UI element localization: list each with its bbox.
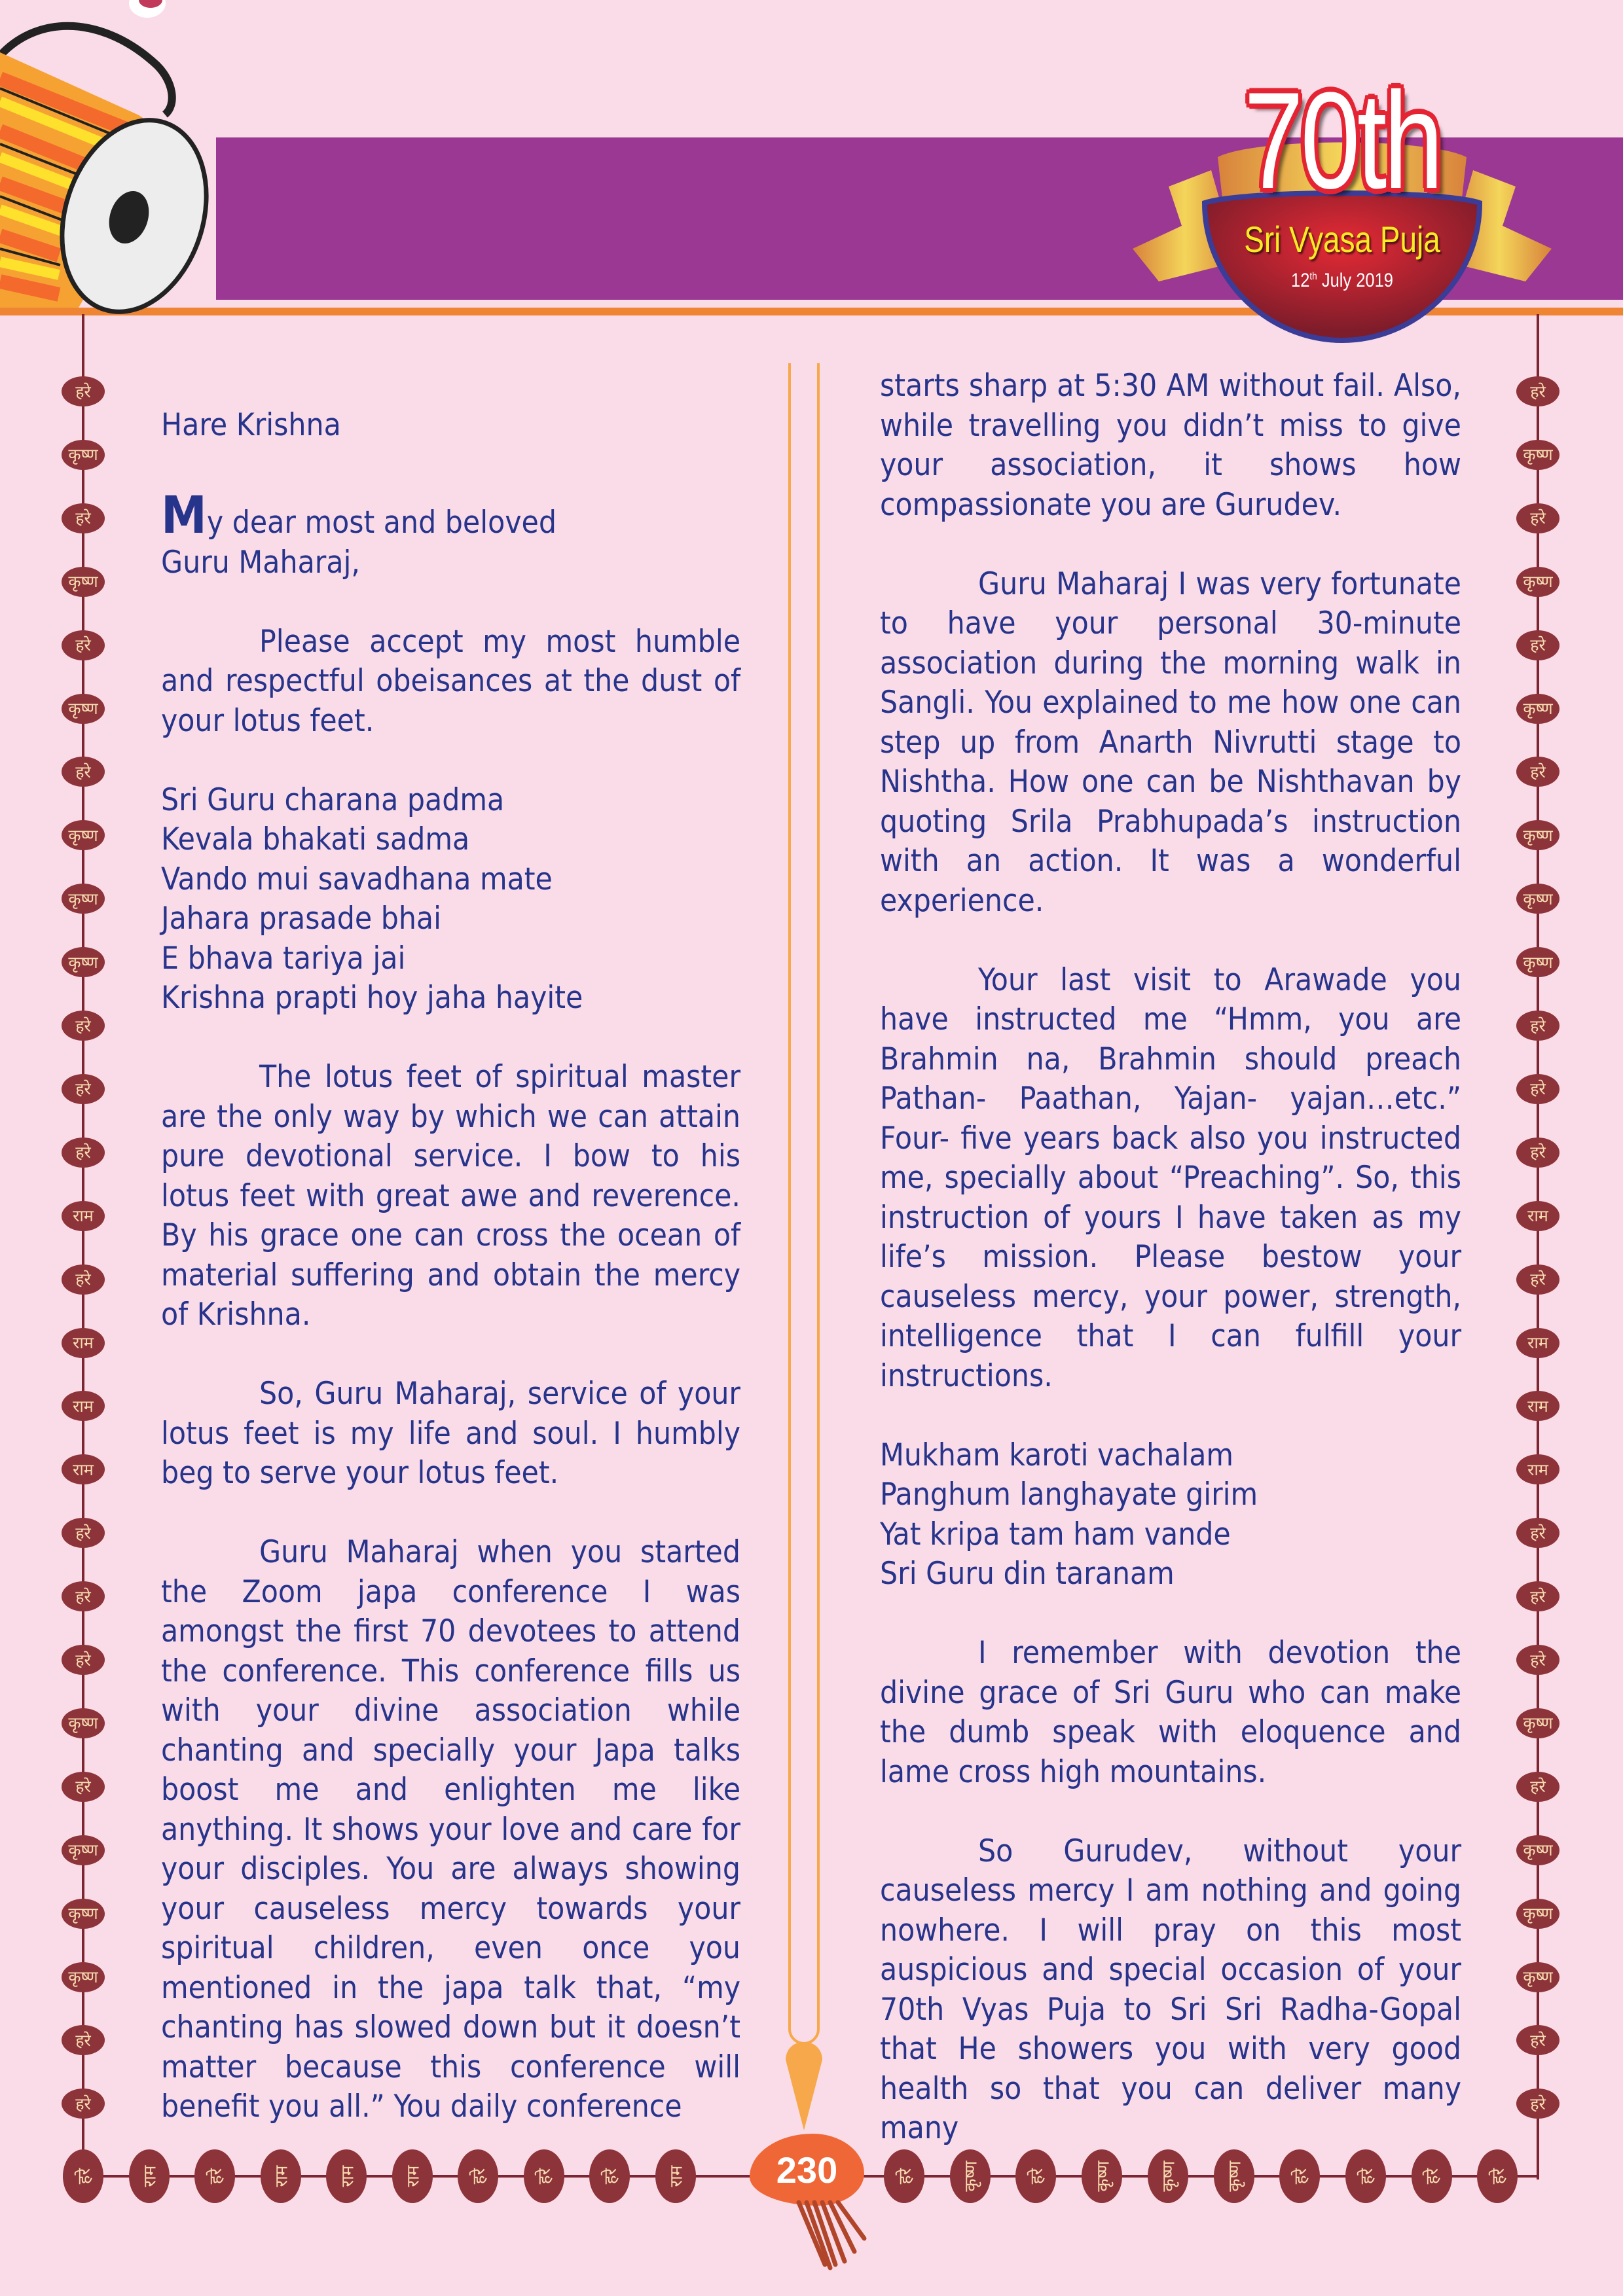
mantra-bead-label: राम bbox=[140, 2165, 160, 2187]
paragraph-service: So, Guru Maharaj, service of your lotus feet is my life and soul. I humbly beg to serve your lotus feet. bbox=[161, 1376, 740, 1491]
mantra-bead bbox=[1148, 2149, 1188, 2203]
mantra-bead: हरे bbox=[62, 1581, 105, 1611]
mantra-bead-label: राम bbox=[403, 2165, 424, 2187]
mantra-bead: कृष्ण bbox=[62, 567, 105, 597]
mantra-bead: कृष्ण bbox=[1516, 820, 1559, 850]
mantra-bead: हरे bbox=[62, 503, 105, 533]
mantra-bead: राम bbox=[62, 1454, 105, 1484]
mantra-bead: हरे bbox=[1516, 1074, 1559, 1104]
mantra-bead: कृष्ण bbox=[1516, 947, 1559, 977]
verse-line: Sri Guru din taranam bbox=[880, 1556, 1175, 1592]
mantra-bead-label: हरे bbox=[1027, 2168, 1048, 2185]
mantra-bead bbox=[326, 2149, 367, 2203]
vyasa-puja-badge bbox=[1106, 65, 1578, 353]
mantra-bead: कृष्ण bbox=[1516, 884, 1559, 914]
paragraph-zoom-japa: Guru Maharaj when you started the Zoom japa conference I was amongst the first 70 devotees to attend the conference. This conference fills us with your divine association while chanting and specially your Japa talks boost me and enlighten me like anything. It shows your love and care for your disciples. You are always showing your causeless mercy towards your spiritual children, even once you mentioned in the japa talk that, “my chanting has slowed down but it doesn’t matter because this conference will benefit you all.” You daily conference bbox=[161, 1534, 740, 2125]
column-divider-pendant bbox=[783, 363, 825, 2130]
badge-anniversary-number: 70th bbox=[1243, 63, 1441, 217]
page-number-tassel bbox=[792, 2199, 871, 2271]
badge-date-day: 12 bbox=[1291, 270, 1310, 291]
mantra-bead: कृष्ण bbox=[62, 1708, 105, 1738]
mantra-bead: हरे bbox=[1516, 1772, 1559, 1802]
mantra-bead: कृष्ण bbox=[1516, 1708, 1559, 1738]
mantra-bead: हरे bbox=[1516, 630, 1559, 660]
mantra-bead: हरे bbox=[62, 1772, 105, 1802]
page-number: 230 bbox=[750, 2134, 864, 2206]
mantra-bead-label: हरे bbox=[600, 2168, 621, 2185]
paragraph-morning-walk: Guru Maharaj I was very fortunate to have your personal 30-minute association during the morning walk in Sangli. You explained to me how one can step up from Anarth Nivrutti stage to Nishtha. How one can be Nishthavan by quoting Srila Prabhupada’s instruction with an action. It was a wonderful experience. bbox=[880, 565, 1461, 919]
salutation bbox=[161, 486, 740, 583]
mantra-bead: कृष्ण bbox=[1516, 1962, 1559, 1992]
mantra-bead: हरे bbox=[62, 1011, 105, 1041]
mantra-bead-label: हरे bbox=[206, 2168, 226, 2185]
mantra-bead: कृष्ण bbox=[62, 820, 105, 850]
mantra-bead: हरे bbox=[1516, 1011, 1559, 1041]
mantra-bead: कृष्ण bbox=[62, 694, 105, 724]
mantra-bead: हरे bbox=[1516, 1581, 1559, 1611]
mantra-bead: हरे bbox=[1516, 503, 1559, 533]
mantra-bead: कृष्ण bbox=[62, 1835, 105, 1865]
badge-date-suffix: th bbox=[1309, 271, 1317, 282]
mantra-bead bbox=[884, 2149, 924, 2203]
mantra-bead: हरे bbox=[1516, 1645, 1559, 1675]
mantra-bead-label: कृष्ण bbox=[961, 2161, 981, 2192]
verse-mukham-karoti bbox=[880, 1436, 1461, 1594]
mantra-bead-label: हरे bbox=[74, 2168, 94, 2185]
mantra-bead: कृष्ण bbox=[62, 1899, 105, 1929]
mantra-bead: राम bbox=[62, 1391, 105, 1421]
mantra-bead: हरे bbox=[1516, 376, 1559, 406]
mantra-bead-label: राम bbox=[272, 2165, 292, 2187]
mantra-bead bbox=[524, 2149, 564, 2203]
mantra-bead: राम bbox=[62, 1328, 105, 1358]
paragraph-arawade-visit: Your last visit to Arawade you have instructed me “Hmm, you are Brahmin na, Brahmin should preach Pathan- Paathan, Yajan- yajan…etc.” Four- five years back also you instructed me, specially about “Preaching”. So, this instruction of yours I have taken as my life’s mission. Please bestow your causeless mercy, your power, strength, intelligence that I can fulfill your instructions. bbox=[880, 961, 1461, 1394]
mantra-bead: कृष्ण bbox=[62, 947, 105, 977]
mantra-bead bbox=[392, 2149, 433, 2203]
mantra-bead bbox=[1082, 2149, 1122, 2203]
paragraph-divine-grace: I remember with devotion the divine grace of Sri Guru who can make the dumb speak with eloquence and lame cross high mountains. bbox=[880, 1635, 1461, 1790]
verse-line: Krishna prapti hoy jaha hayite bbox=[161, 980, 583, 1016]
mantra-bead bbox=[194, 2149, 235, 2203]
mantra-bead: राम bbox=[1516, 1201, 1559, 1231]
mantra-bead bbox=[63, 2149, 103, 2203]
mantra-bead-label: राम bbox=[666, 2165, 687, 2187]
verse-line: Mukham karoti vachalam bbox=[880, 1437, 1234, 1473]
verse-line: Vando mui savadhana mate bbox=[161, 861, 553, 897]
mantra-bead: हरे bbox=[62, 1138, 105, 1168]
mantra-bead: राम bbox=[1516, 1454, 1559, 1484]
mantra-bead: कृष्ण bbox=[62, 884, 105, 914]
mantra-bead-label: राम bbox=[337, 2165, 357, 2187]
mantra-bead: हरे bbox=[62, 1518, 105, 1548]
mantra-bead: हरे bbox=[62, 1074, 105, 1104]
badge-date bbox=[1142, 270, 1542, 292]
mantra-bead: हरे bbox=[1516, 1265, 1559, 1295]
mantra-bead: कृष्ण bbox=[1516, 1835, 1559, 1865]
mantra-bead: हरे bbox=[62, 630, 105, 660]
paragraph-prayer: So Gurudev, without your causeless mercy I am nothing and going nowhere. I will pray on this most auspicious and special occasion of your 70th Vyas Puja to Sri Sri Radha-Gopal that He showers you with very good health so that you can deliver many many bbox=[880, 1833, 1461, 2146]
mantra-bead: कृष्ण bbox=[1516, 440, 1559, 470]
mantra-bead bbox=[1015, 2149, 1056, 2203]
mantra-bead: राम bbox=[62, 1201, 105, 1231]
verse-line: Yat kripa tam ham vande bbox=[880, 1516, 1231, 1552]
mantra-bead-label: हरे bbox=[1423, 2168, 1443, 2185]
mantra-bead: कृष्ण bbox=[1516, 567, 1559, 597]
mantra-bead bbox=[458, 2149, 498, 2203]
mantra-bead: हरे bbox=[62, 2089, 105, 2119]
mantra-bead: हरे bbox=[62, 1265, 105, 1295]
mantra-bead-label: कृष्ण bbox=[1159, 2161, 1179, 2192]
mantra-bead-label: हरे bbox=[535, 2168, 555, 2185]
salutation-text: y dear most and beloved bbox=[206, 505, 556, 541]
mantra-bead-label: हरे bbox=[1357, 2168, 1377, 2185]
mantra-bead bbox=[1477, 2149, 1518, 2203]
mantra-bead: हरे bbox=[1516, 1518, 1559, 1548]
mantra-bead: राम bbox=[1516, 1328, 1559, 1358]
salutation-dropcap: M bbox=[161, 486, 207, 545]
mantra-bead: हरे bbox=[1516, 1138, 1559, 1168]
mantra-bead: कृष्ण bbox=[62, 1962, 105, 1992]
mantra-bead: हरे bbox=[62, 1645, 105, 1675]
letter-column-right bbox=[880, 367, 1461, 2149]
mantra-bead: हरे bbox=[62, 757, 105, 787]
verse-guru-charana bbox=[161, 781, 740, 1018]
mantra-bead: राम bbox=[1516, 1391, 1559, 1421]
paragraph-obeisances: Please accept my most humble and respectful obeisances at the dust of your lotus feet. bbox=[161, 623, 740, 739]
verse-line: Panghum langhayate girim bbox=[880, 1477, 1258, 1513]
salutation-line-2: Guru Maharaj, bbox=[161, 544, 360, 581]
paragraph-zoom-japa-continued: starts sharp at 5:30 AM without fail. Also, while travelling you didn’t miss to give your association, it shows how compassionate you are Gurudev. bbox=[880, 368, 1461, 523]
verse-line: Kevala bhakati sadma bbox=[161, 821, 470, 857]
mridanga-drum-illustration bbox=[0, 0, 210, 321]
mantra-bead bbox=[1345, 2149, 1386, 2203]
mantra-bead bbox=[589, 2149, 630, 2203]
mantra-bead bbox=[261, 2149, 301, 2203]
greeting: Hare Krishna bbox=[161, 407, 341, 443]
verse-line: E bhava tariya jai bbox=[161, 940, 406, 977]
mantra-bead: हरे bbox=[62, 376, 105, 406]
mantra-bead-label: हरे bbox=[895, 2168, 915, 2185]
mantra-bead-label: कृष्ण bbox=[1225, 2161, 1245, 2192]
mantra-bead: कृष्ण bbox=[62, 440, 105, 470]
verse-line: Jahara prasade bhai bbox=[161, 901, 441, 937]
mantra-bead-label: हरे bbox=[1291, 2168, 1311, 2185]
mantra-bead: कृष्ण bbox=[1516, 694, 1559, 724]
badge-title: Sri Vyasa Puja bbox=[1244, 219, 1440, 260]
mantra-bead bbox=[950, 2149, 991, 2203]
mantra-bead bbox=[1214, 2149, 1254, 2203]
paragraph-lotus-feet: The lotus feet of spiritual master are the only way by which we can attain pure devotional service. I bow to his lotus feet with great awe and reverence. By his grace one can cross the ocean of material suffering and obtain the mercy of Krishna. bbox=[161, 1059, 740, 1333]
mantra-bead bbox=[129, 2149, 170, 2203]
verse-line: Sri Guru charana padma bbox=[161, 781, 505, 818]
mantra-bead-label: हरे bbox=[469, 2168, 489, 2185]
mantra-bead: हरे bbox=[1516, 2025, 1559, 2055]
mantra-bead: कृष्ण bbox=[1516, 1899, 1559, 1929]
letter-column-left bbox=[161, 406, 740, 2127]
mantra-bead bbox=[1412, 2149, 1452, 2203]
badge-date-month-year: July 2019 bbox=[1321, 270, 1393, 291]
mantra-bead-label: हरे bbox=[1489, 2168, 1509, 2185]
mantra-bead: हरे bbox=[1516, 2089, 1559, 2119]
mantra-bead bbox=[1279, 2149, 1320, 2203]
mantra-bead: हरे bbox=[1516, 757, 1559, 787]
mantra-bead: हरे bbox=[62, 2025, 105, 2055]
mantra-bead-label: कृष्ण bbox=[1093, 2161, 1114, 2192]
mantra-bead bbox=[655, 2149, 696, 2203]
